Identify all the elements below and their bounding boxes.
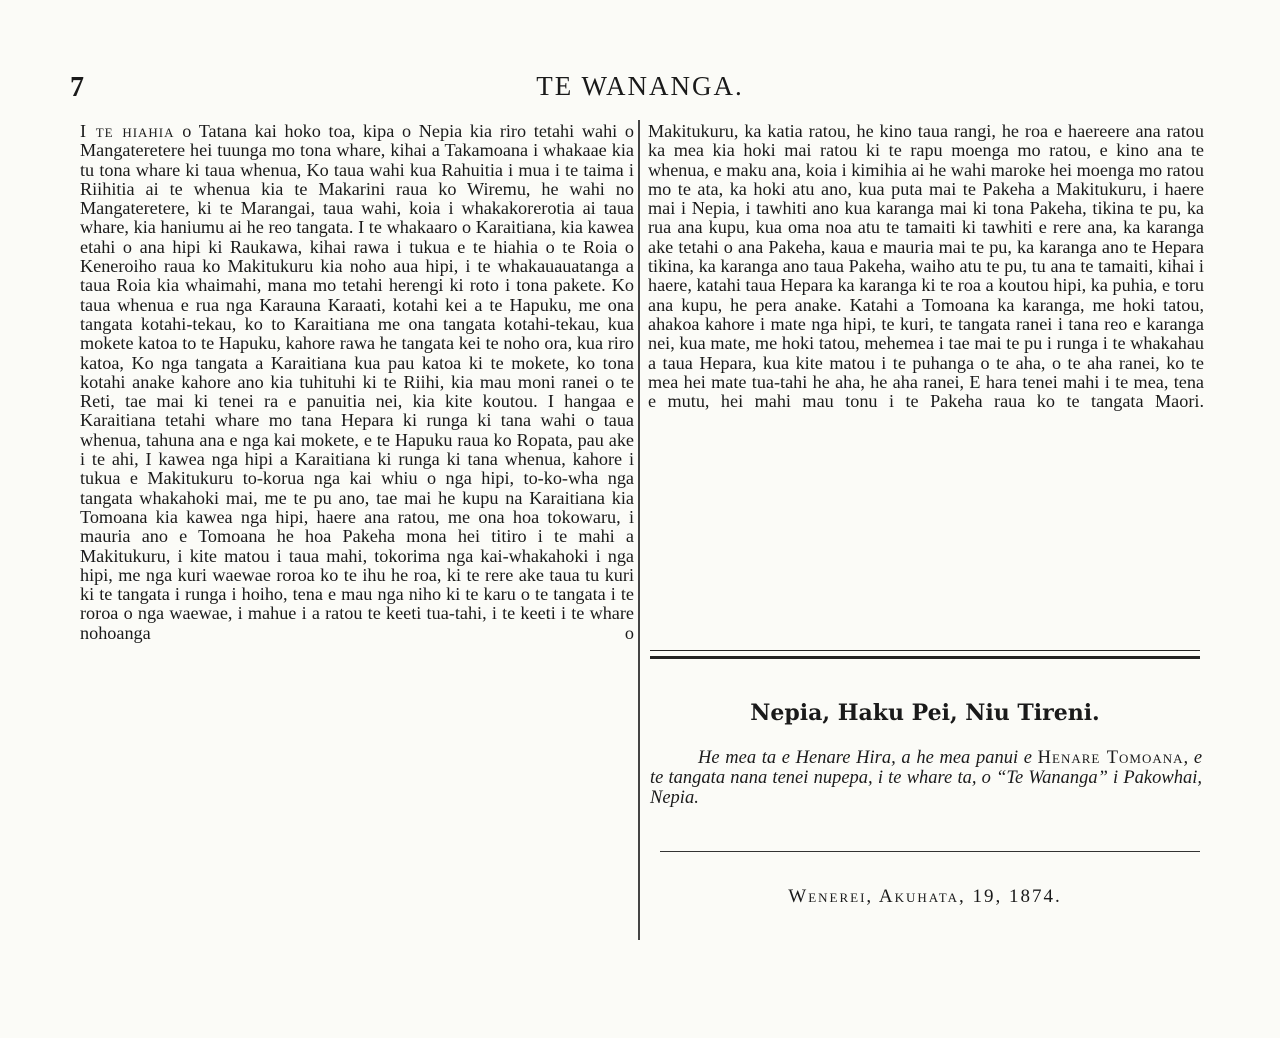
column-divider bbox=[638, 120, 640, 940]
article-paragraph bbox=[80, 122, 634, 662]
colophon-lead: He mea ta e Henare Hira, a he mea panui e bbox=[698, 748, 1032, 768]
colophon-rest: , e te tangata nana tenei nupepa, i te whare ta, o “Te Wananga” i Pakowhai, Nepia. bbox=[650, 748, 1203, 808]
masthead-title: Nepia, Haku Pei, Niu Tireni. bbox=[750, 700, 1100, 726]
colophon bbox=[650, 748, 1202, 808]
article-continuation: Makitukuru, ka katia ratou, he kino taua rangi, he roa e haereere ana ratou ka mea kia hoki mai ratou ki te rapu moenga mo ratou, e kino ana te whenua, e maku ana, koia i kimihia ai he wahi maroke hei moenga mo ratou mo te ata, ka hoki atu ano, kua puta mai te Pakeha a Makitukuru, i haere mai i Nepia, i tawhiti ano kua karanga mai ki tona Pakeha, tikina te pu, ka rua ana kupu, kua oma noa atu te tamaiti ki tawhiti e rere ana, ka karanga ake tetahi o ana Pakeha, kaua e mauria mai te pu, ka karanga ano te Hepara tikina, ka karanga ano taua Pakeha, waiho atu te pu, tu ana te tamaiti, kihai i haere, katahi taua Hepara ka karanga ki te roa a koutou hipi, ka puhia, e toru ana kupu, he pera anake. Katahi a Tomoana ka karanga, me hoki tatou, ahakoa kahore i mate nga hipi, te kuri, te tangata ranei i tana reo e karanga nei, kua mate, me hoki tatou, mehemea i tae mai te pu i runga i te whakahau a taua Hepara, kua kite matou i te puhanga o te aha, o te aha ranei, ko te mea hei mate tua-tahi he aha, he aha ranei, E hara tenei mahi i te mea, tena e mutu, hei mahi mau tonu i te Pakeha raua ko te tangata Maori. bbox=[648, 121, 1204, 412]
article-body: o Tatana kai hoko toa, kipa o Nepia kia riro tetahi wahi o Mangateretere hei tuunga mo tona whare, kihai a Takamoana i whakaae kia tu tona whare ki taua whenua, Ko taua wahi kua Rahuitia i mua i te taima i Riihitia ai te whenua kia te Makarini raua ko Wiremu, he wahi no Mangateretere, ki te Marangai, taua wahi, koia i whakakorerotia ai taua whare, kia haniumu ai he reo tangata. I te whakaaro o Karaitiana, kia kawea etahi o ana hipi ki Raukawa, kihai rawa i tukua e te hiahia o te Roia o Keneroiho raua ko Makitukuru kia noho aua hipi, i te whakauauatanga a taua Roia kia whaimahi, mana mo tetahi herengi ki roto i tona pakete. Ko taua whenua e rua nga Karauna Karaati, kotahi kei a te Hapuku, me ona tangata kotahi-tekau, ko to Karaitiana me ona tangata kotahi-tekau, kua mokete katoa to te Hapuku, kahore rawa he tangata kei te noho ora, kua riro katoa, Ko nga tangata a Karaitiana kua pau katoa ki te mokete, ko tona kotahi anake kahore ano kia tuhituhi ki te Riihi, kia mau moni ranei o te Reti, tae mai ki tenei ra e panuitia nei, kia kite koutou. I hangaa e Karaitiana tetahi whare mo tana Hepara ki runga ki tana wahi o taua whenua, tahuna ana e nga kai mokete, e te Hapuku raua ko Ropata, pau ake i te ahi, I kawea nga hipi a Karaitiana ki runga ki tana whenua, kahore i tukua e Makitukuru to-korua nga kai whiu o nga hipi, to-ko-wha nga tangata whakahoki mai, me te pu ano, tae mai he kupu na Karaitiana kia Tomoana kia kawea nga hipi, haere ana ratou, me ona hoa tokowaru, i mauria ano e Tomoana he hoa Pakeha mona hei titiro i te mahi a Makitukuru, i kite matou i taua mahi, tokorima nga kai-whakahoki i nga hipi, me nga kuri waewae roroa ko te ihu he roa, ki te rere ake taua tu kuri ki te tangata i runga i hoiho, tena e mau nga niho ki te karu o te tangata i te roroa o nga waewae, i mahue i a ratou te keeti tua-tahi, i te keeti i te whare nohoanga o bbox=[80, 121, 634, 643]
page-number: 7 bbox=[70, 72, 84, 103]
single-rule bbox=[660, 851, 1200, 852]
running-head: TE WANANGA. bbox=[536, 71, 744, 101]
colophon-name: Henare Tomoana bbox=[1037, 748, 1184, 768]
article-column-right bbox=[648, 122, 1204, 431]
article-lead: I te hiahia bbox=[80, 121, 175, 141]
article-column-left bbox=[80, 122, 634, 662]
dateline: Wenerei, Akuhata, 19, 1874. bbox=[788, 886, 1062, 907]
double-rule bbox=[650, 650, 1200, 659]
